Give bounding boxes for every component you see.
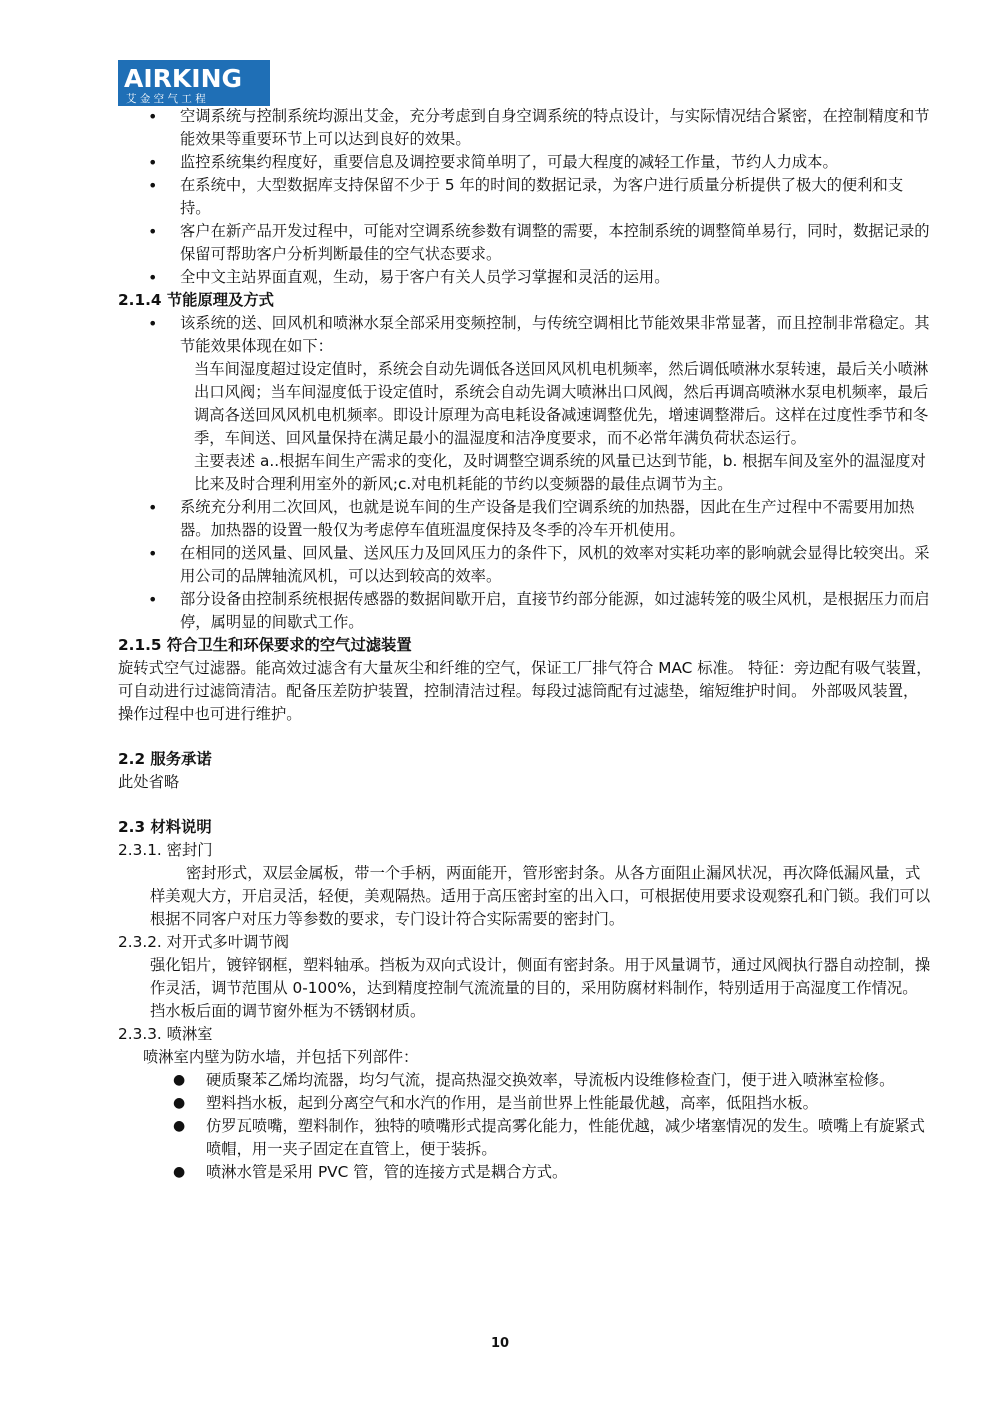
subsection-heading-2-3-2: 2.3.2. 对开式多叶调节阀 xyxy=(118,933,290,951)
page-number: 10 xyxy=(490,1336,510,1351)
list-item: • 全中文主站界面直观，生动，易于客户有关人员学习掌握和灵活的运用。 xyxy=(118,266,933,289)
list-item: • 部分设备由控制系统根据传感器的数据间歇开启，直接节约部分能源，如过滤转笼的吸尘风机，是根据压力而启停，属明显的间歇式工作。 xyxy=(118,588,933,634)
section-heading-2-1-5: 2.1.5 符合卫生和环保要求的空气过滤装置 xyxy=(118,636,412,654)
list-item: • 系统充分利用二次回风，也就是说车间的生产设备是我们空调系统的加热器，因此在生产过程中不需要用加热器。加热器的设置一般仅为考虑停车值班温度保持及冬季的冷车开机使用。 xyxy=(118,496,933,542)
list-item: • 空调系统与控制系统均源出艾金，充分考虑到自身空调系统的特点设计，与实际情况结合紧密，在控制精度和节能效果等重要环节上可以达到良好的效果。 xyxy=(118,105,933,151)
paragraph: 强化铝片，镀锌钢框，塑料轴承。挡板为双向式设计，侧面有密封条。用于风量调节，通过风阀执行器自动控制，操作灵活，调节范围从 0-100%，达到精度控制气流流量的目的，采用防腐材料制作，特别适用于高湿度工作情况。 xyxy=(150,956,931,997)
list-item: • 客户在新产品开发过程中，可能对空调系统参数有调整的需要，本控制系统的调整简单易行，同时，数据记录的保留可帮助客户分析判断最佳的空气状态要求。 xyxy=(118,220,933,266)
paragraph: 喷淋室内壁为防水墙，并包括下列部件： xyxy=(143,1048,419,1066)
bullet-subparagraph: 主要表述 a..根据车间生产需求的变化，及时调整空调系统的风量已达到节能，b. 根据车间及室外的温湿度对比来及时合理利用室外的新风;c.对电机耗能的节约以变频器的最佳点调节为主。 xyxy=(194,452,926,493)
section-heading-2-1-4: 2.1.4 节能原理及方式 xyxy=(118,291,274,309)
list-item: ● 硬质聚苯乙烯均流器，均匀气流，提高热湿交换效率，导流板内设维修检查门，便于进入喷淋室检修。 xyxy=(118,1069,933,1092)
subsection-heading-2-3-3: 2.3.3. 喷淋室 xyxy=(118,1025,213,1043)
paragraph: 旋转式空气过滤器。能高效过滤含有大量灰尘和纤维的空气，保证工厂排气符合 MAC 标准。 特征：旁边配有吸气装置，可自动进行过滤筒清洁。配备压差防护装置，控制清洁过程。每段过滤筒配有过滤垫，缩短维护时间。 外部吸风装置，操作过程中也可进行维护。 xyxy=(118,659,932,723)
section-heading-2-3: 2.3 材料说明 xyxy=(118,818,212,836)
section-heading-2-2: 2.2 服务承诺 xyxy=(118,750,212,768)
subsection-heading-2-3-1: 2.3.1. 密封门 xyxy=(118,841,213,859)
list-item: ● 喷淋水管是采用 PVC 管，管的连接方式是耦合方式。 xyxy=(118,1161,933,1184)
list-item: • 在相同的送风量、回风量、送风压力及回风压力的条件下，风机的效率对实耗功率的影响就会显得比较突出。采用公司的品牌轴流风机，可以达到较高的效率。 xyxy=(118,542,933,588)
spray-chamber-parts-list xyxy=(118,1069,933,1184)
paragraph: 密封形式，双层金属板，带一个手柄，两面能开，管形密封条。从各方面阻止漏风状况，再次降低漏风量，式样美观大方，开启灵活，轻便，美观隔热。适用于高压密封室的出入口，可根据使用要求设观察孔和门锁。我们可以根据不同客户对压力等参数的要求，专门设计符合实际需要的密封门。 xyxy=(150,864,931,928)
logo-wordmark: AIRKING xyxy=(124,64,243,93)
list-item: • 在系统中，大型数据库支持保留不少于 5 年的时间的数据记录，为客户进行质量分析提供了极大的便利和支持。 xyxy=(118,174,933,220)
paragraph: 挡水板后面的调节窗外框为不锈钢材质。 xyxy=(150,1002,426,1020)
company-logo xyxy=(118,60,270,106)
list-item: ● 仿罗瓦喷嘴，塑料制作，独特的喷嘴形式提高雾化能力，性能优越，减少堵塞情况的发生。喷嘴上有旋紧式喷帽，用一夹子固定在直管上，便于装拆。 xyxy=(118,1115,933,1161)
intro-bullet-list xyxy=(118,105,933,289)
energy-saving-list xyxy=(118,312,933,634)
logo-subtitle: 艾 金 空 气 工 程 xyxy=(126,93,206,105)
bullet-text: • 该系统的送、回风机和喷淋水泵全部采用变频控制，与传统空调相比节能效果非常显著，而且控制非常稳定。其节能效果体现在如下： xyxy=(180,314,930,355)
list-item: ● 塑料挡水板，起到分离空气和水汽的作用，是当前世界上性能最优越，高率，低阻挡水板。 xyxy=(118,1092,933,1115)
document-body xyxy=(118,105,933,1184)
paragraph: 此处省略 xyxy=(118,773,180,791)
list-item: • 监控系统集约程度好，重要信息及调控要求简单明了，可最大程度的减轻工作量，节约人力成本。 xyxy=(118,151,933,174)
bullet-subparagraph: 当车间湿度超过设定值时，系统会自动先调低各送回风风机电机频率，然后调低喷淋水泵转速，最后关小喷淋出口风阀；当车间湿度低于设定值时，系统会自动先调大喷淋出口风阀，然后再调高喷淋水泵电机频率，最后调高各送回风风机电机频率。即设计原理为高电耗设备减速调整优先，增速调整滞后。这样在过度性季节和冬季，车间送、回风量保持在满足最小的温湿度和洁净度要求，而不必常年满负荷状态运行。 xyxy=(194,360,929,447)
list-item xyxy=(118,312,933,496)
